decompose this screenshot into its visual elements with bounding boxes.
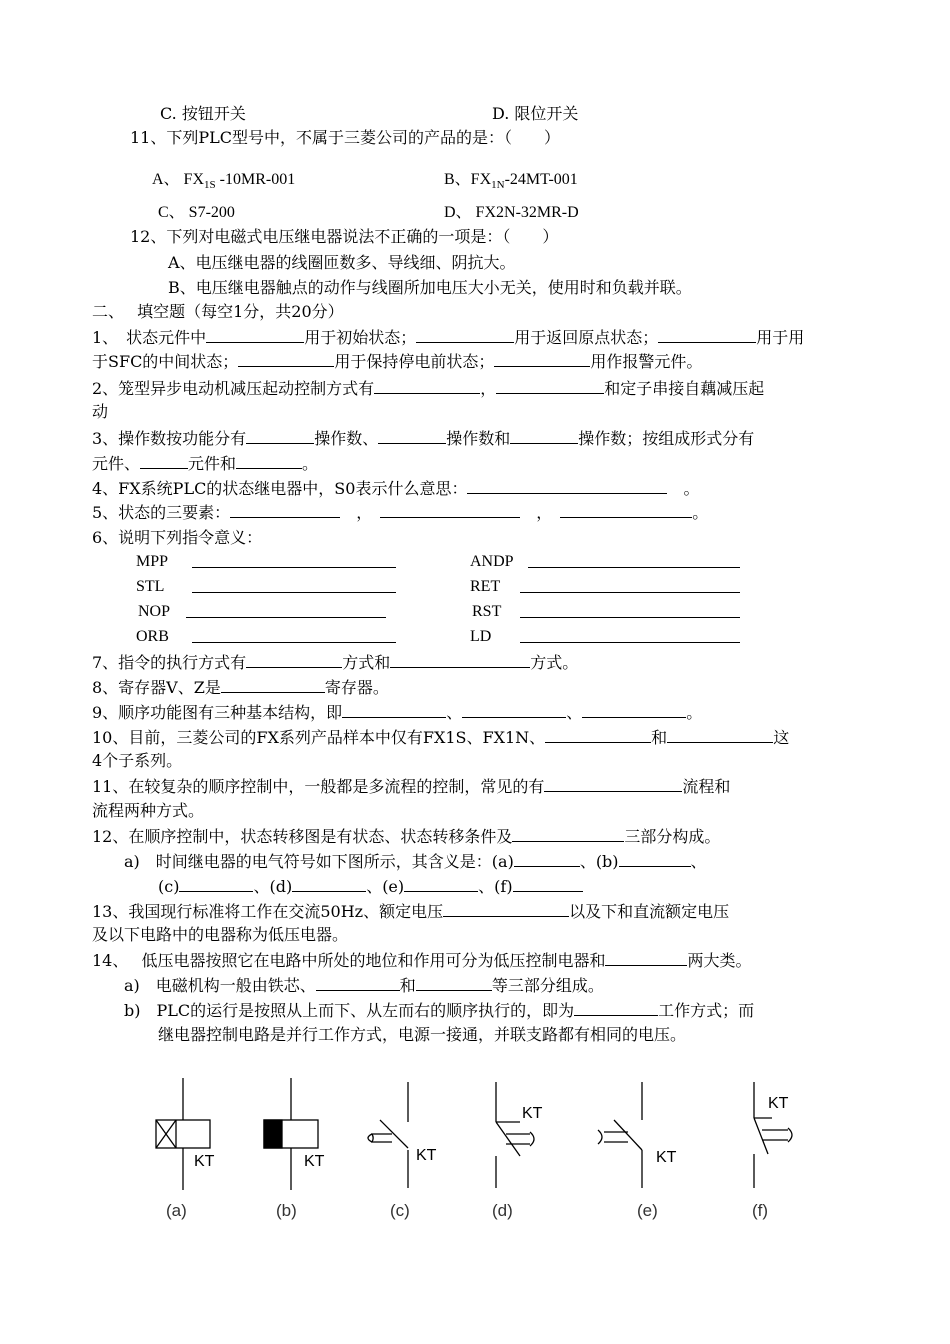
q11-option-a: A、 $FX_{1S}$ -10MR-001 [152,171,296,192]
fill-q3-line2: 元件、 元件和 。 [92,454,319,473]
instr-ld: LD [470,628,492,645]
fill-q12: 12、在顺序控制中，状态转移图是有状态、状态转移条件及 三部分构成。 [92,827,721,846]
fill-q14: 14、 低压电器按照它在电路中所处的地位和作用可分为低压控制电器和 两大类。 [92,951,752,970]
option-c-text: C. 按钮开关 [160,104,246,123]
q11-option-c: C、 S7-200 [158,204,235,221]
fill-qa-line2: (c) 、(d) 、(e) 、(f) [158,876,583,897]
fill-q13-line1: 13、我国现行标准将工作在交流50Hz、额定电压 以及下和直流额定电压 [92,902,730,921]
fill-q10-line1: 10、目前，三菱公司的FX系列产品样本中仅有FX1S、FX1N、 和 这 [92,728,790,747]
q12-option-b: B、电压继电器触点的动作与线圈所加电压大小无关，使用时和负载并联。 [168,278,692,297]
fill-q6: 6、说明下列指令意义： [92,528,263,547]
instr-mpp: MPP [136,553,169,570]
caption-a: (a) [166,1201,187,1220]
label-kt-d: KT [522,1105,543,1122]
instr-nop: NOP [138,603,171,620]
instr-orb: ORB [136,628,169,645]
instr-rst: RST [472,603,502,620]
caption-c: (c) [390,1201,410,1220]
caption-d: (d) [492,1201,513,1220]
fill-q1-line2: 于SFC的中间状态； 用于保持停电前状态； 用作报警元件。 [92,352,703,371]
fill-q2-line2: 动 [92,402,109,421]
label-kt-c: KT [416,1147,437,1164]
symbol-a-coil [156,1078,210,1190]
fill-q8: 8、寄存器V、Z是 寄存器。 [92,678,389,697]
label-kt-f: KT [768,1095,789,1112]
question-12: 12、下列对电磁式电压继电器说法不正确的一项是：（ ） [130,227,559,246]
fill-q5: 5、状态的三要素： ， ， 。 [92,503,709,522]
fill-qb: a) 电磁机构一般由铁芯、 和 等三部分组成。 [124,976,604,995]
label-kt-a: KT [194,1153,215,1170]
symbol-b-coil [264,1078,318,1190]
section-title: 二、 填空题（每空1分，共20分） [92,302,344,321]
option-d-text: D. 限位开关 [492,104,579,123]
symbol-d-contact [496,1082,534,1188]
fill-q10-line2: 4个子系列。 [92,751,183,770]
fill-qc-line1: b) PLC的运行是按照从上而下、从左而右的顺序执行的，即为 工作方式；而 [124,1001,755,1020]
q11-option-b: B、$FX_{1N}-24MT-001$ [444,171,578,192]
caption-b: (b) [276,1201,297,1220]
caption-f: (f) [752,1201,769,1220]
fill-q4: 4、FX系统PLC的状态继电器中，S0表示什么意思： 。 [92,479,700,498]
time-relay-symbols-figure [0,1060,950,1240]
fill-q11-line1: 11、在较复杂的顺序控制中，一般都是多流程的控制，常见的有 流程和 [92,777,731,796]
instr-ret: RET [470,578,501,595]
caption-e: (e) [637,1201,658,1220]
fill-qa-line1: a) 时间继电器的电气符号如下图所示，其含义是：(a) 、(b) 、 [124,852,707,871]
symbol-c-contact [368,1082,408,1188]
fill-q9: 9、顺序功能图有三种基本结构，即 、 、 。 [92,703,703,722]
fill-qc-line2: 继电器控制电路是并行工作方式，电源一接通，并联支路都有相同的电压。 [158,1025,687,1044]
fill-q3-line1: 3、操作数按功能分有 操作数、 操作数和 操作数；按组成形式分有 [92,429,755,448]
instr-andp: ANDP [470,553,514,570]
fill-q2-line1: 2、笼型异步电动机减压起动控制方式有 ， 和定子串接自藕减压起 [92,379,765,398]
fill-q13-line2: 及以下电路中的电器称为低压电器。 [92,925,349,944]
q11-option-d: D、 FX2N-32MR-D [444,204,579,221]
fill-q1-line1: 1、 状态元件中 用于初始状态； 用于返回原点状态； 用于用 [92,328,805,347]
fill-q7: 7、指令的执行方式有 方式和 方式。 [92,653,579,672]
fill-q11-line2: 流程两种方式。 [92,801,205,820]
instr-stl: STL [136,578,165,595]
label-kt-e: KT [656,1149,677,1166]
q12-option-a: A、电压继电器的线圈匝数多、导线细、阴抗大。 [168,253,516,272]
question-11: 11、下列PLC型号中，不属于三菱公司的产品的是：（ ） [130,128,560,147]
symbol-e-contact [598,1082,642,1188]
label-kt-b: KT [304,1153,325,1170]
